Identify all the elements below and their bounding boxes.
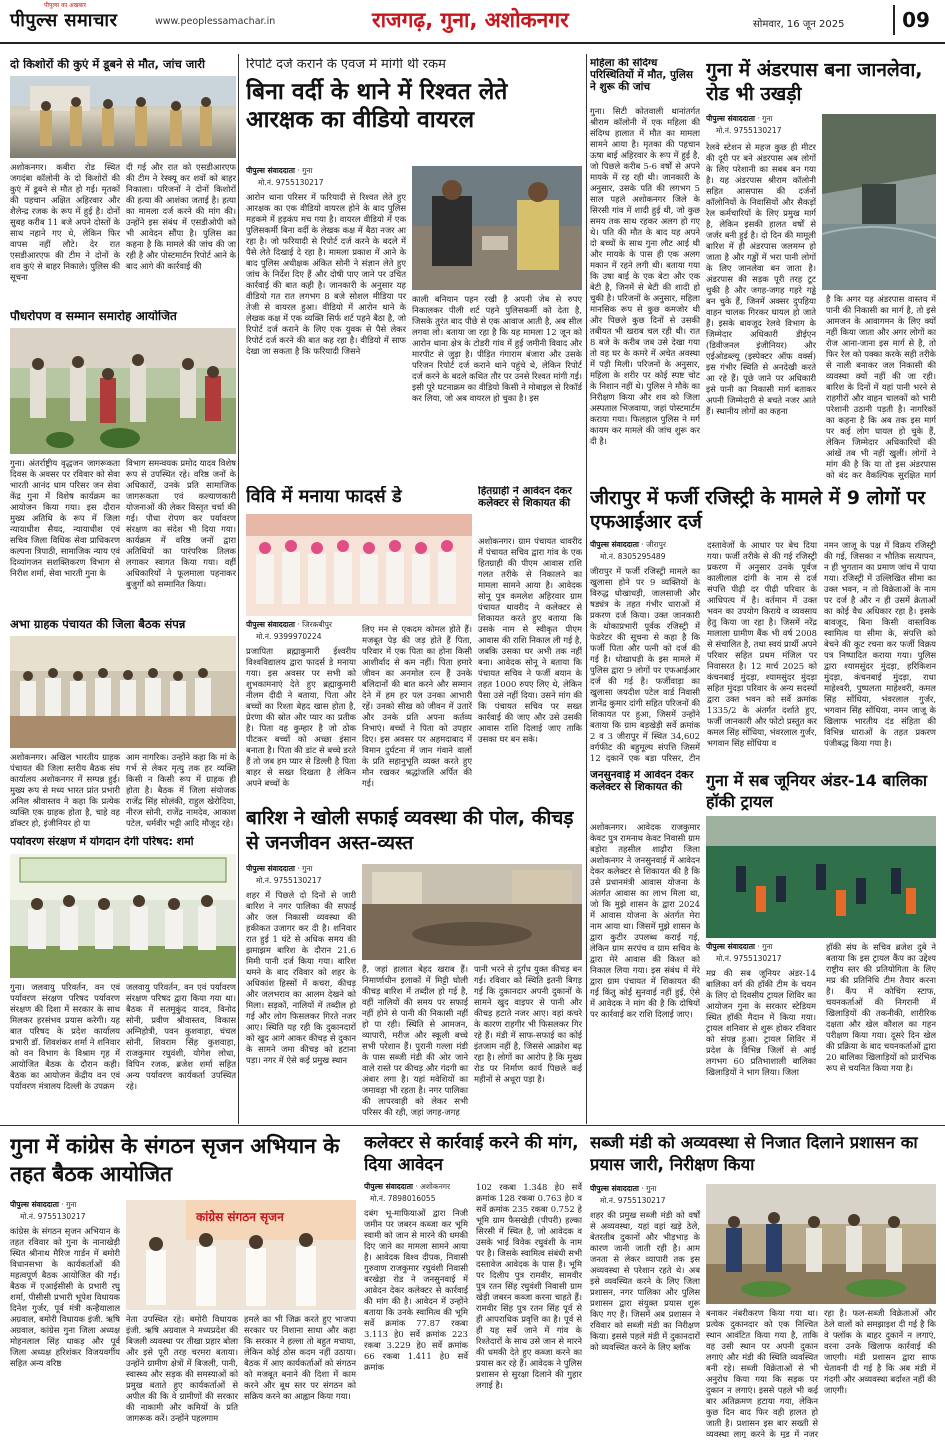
kicker: रिपोर्ट दर्ज कराने के एवज में मांगी थी रकम xyxy=(246,58,446,72)
headline: पर्यावरण संरक्षण में योगदान देगी परिषद: शर्मा xyxy=(10,836,194,848)
masthead-logo-tag: पीपुल्स का अखबार xyxy=(44,2,87,9)
article-fake-registry xyxy=(590,486,936,762)
article-column-1: मप्र की सब जूनियर अंडर-14 बालिका वर्ग की हॉकी टीम के चयन के लिए दो दिवसीय ट्रायल शिविर का आयोजन गुना के सरकार स्टेडियम स्थित हॉकी मैदान में किया गया। ट्रायल शनिवार से शुरू होकर रविवार को संपन्न हुआ। ट्रायल शिविर में प्रदेश के विभिन्न जिलों से आई लगभग 60 प्रतिभाशाली बालिका खिलाड़ियों ने भाग लिया। जिला xyxy=(706,968,816,1077)
masthead-logo[interactable]: पीपुल्स समाचार xyxy=(10,10,118,31)
article-column-3: हमले का भी जिक्र करते हुए भाजपा सरकार पर निशाना साधा और कहा कि सरकार ने हल्ला तो बहुत मचाया, लेकिन कोई ठोस कदम नहीं उठाया। बैठक में आए कार्यकर्ताओं को संगठन को मजबूत बनाने की दिशा में काम करने और बूथ स्तर पर संगठन को सक्रिय करने का आह्वान किया गया। xyxy=(244,1314,356,1401)
page-number: 09 xyxy=(893,5,937,35)
article-column-1: कांग्रेस के संगठन सृजन अभियान के तहत रविवार को गुना के नानाखेड़ी स्थित श्रीनाथ मैरिज गार्डन में बमोरी विधानसभा के कार्यकर्ताओं की महत्वपूर्ण बैठक आयोजित की गई। बैठक में एआईसीसी के प्रभारी रघु शर्मा, पीसीसी प्रभारी भूपेश विधायक दिनेश गुर्जर, पूर्व मंत्री कन्हैयालाल अग्रवाल, बमोरी विधायक इंजी. ऋषि अग्रवाल, कांग्रेस गुना जिला अध्यक्ष मोहनलाल सिंह धाकड़ और पूर्व जिला अध्यक्ष हरिशंकर विजयवर्गीय सहित अन्य वरिष्ठ xyxy=(10,1226,120,1368)
photo-hockey-field xyxy=(706,816,936,938)
headline: जीरापुर में फर्जी रजिस्ट्री के मामले में 9 लोगों पर एफआईआर दर्ज xyxy=(590,487,926,533)
article-column-3: पानी भरने से दुर्गंध युक्त कीचड़ बन गई। रविवार को स्थिति इतनी बिगड़ गई कि दुकानदार अपनी दुकानों के सामने खुद वाइपर से पानी और कीचड़ हटाते नजर आए। वहां कचरे के कारण राहगीर भी फिसलकर गिर रहे हैं। मंडी में साफ-सफाई का कोई इंतजाम नहीं है, जिससे आक्रोश बढ़ रहा है। लोगों का आरोप है कि मुख्य रोड पर निर्माण कार्य पिछले कई महीनों से अधूरा पड़ा है। xyxy=(474,964,582,1084)
byline: पीपुल्स संवाददाता · जिरकबीपुर xyxy=(246,620,332,629)
article-underpass xyxy=(706,58,936,480)
article-column-2: 102 रकबा 1.348 हे0 सर्वे क्रमांक 128 रकबा 0.763 हे0 व सर्वे क्रमांक 235 रकबा 0.752 हे भूमि ग्राम फैसखेड़ी (पीपरी) हल्का सिरसी में स्थित है, जो आवेदक व उसके भाई विवेक रघुवंशी के नाम पर है। जिसके स्वामित्व संबंधी सभी दस्तावेज आवेदक के पास हैं। भूमि पर दिलीप पुत्र रामवीर, सामवीर पुत्र रतन सिंह रघुवंशी निवासी ग्राम खेड़ी जबरन कब्जा करना चाहते हैं। रामवीर सिंह पुत्र रतन सिंह पूर्व से ही आपराधिक प्रवृत्ति का है। पूर्व से ही यह सर्वे जाने में गांव के रिश्तेदारों के साथ उसे जान से मारने की धमकी देते हुए कब्जा करने का प्रयास कर रहे हैं। आवेदक ने पुलिस प्रशासन से सुरक्षा दिलाने की गुहार लगाई है। xyxy=(476,1182,582,1390)
byline: पीपुल्स संवाददाता · गुना xyxy=(706,942,773,951)
headline: अभा ग्राहक पंचायत की जिला बैठक संपन्न xyxy=(10,618,186,631)
article-column-3: नमन जाजू के पक्ष में विक्रय रजिस्ट्री की गई, जिसका न भौतिक सत्यापन, न ही भुगतान का प्रमाण जांच में पाया गया। रजिस्ट्री में उल्लिखित सीमा का उक्त भवन, न तो विक्रेताओं के नाम पर दर्ज है और न ही उसमें क्रेताओं का कोई वैध अधिकार रहा है। इसके बावजूद, बिना किसी वास्तविक स्वामित्व या सीमा के, संपत्ति को बेचने की कूट रचना कर फर्जी विक्रय पत्र निष्पादित कराया गया। पुलिस द्वारा श्यामसुंदर मुंदड़ा, हरिकिशन मुंदड़ा, कंचनबाई मुंदड़ा, राधा माहेश्वरी, पुष्पलता माहेश्वरी, कमल सिंह सोंधिया, भंवरलाल गुर्जर, भगवान सिंह सोंधिया, नमन जाजू के खिलाफ भारतीय दंड संहिता की विभिन्न धाराओं के तहत प्रकरण पंजीबद्ध किया गया है। xyxy=(824,540,936,748)
byline: पीपुल्स संवाददाता · अशोकनगर xyxy=(364,1182,451,1191)
article-text: अशोकनगर। ग्राम पंचायत थावरीद में पंचायत सचिव द्वारा गांव के एक हितग्राही की पीएम आवास राशि गलत तरीके से निकालने का मामला सामने आया है। आवेदक सोनू पुत्र कमलेश अहिरवार ग्राम पंचायत थावरीद ने कलेक्टर से शिकायत करते हुए बताया कि उसके नाम से स्वीकृत पीएम आवास की राशि निकाल ली गई है, जबकि उसका घर अभी तक नहीं बना। आवेदक सोनू ने बताया कि पंचायत सचिव ने फर्जी बयान के तहत 1000 रुपए लिए थे, लेकिन पैसा उसे नहीं दिया। उसने मांग की कि पंचायत सचिव पर सख्त कार्रवाई की जाए और उसे उसकी आवास राशि दिलाई जाए ताकि उसका घर बन सके। xyxy=(478,536,582,744)
headline: बिना वर्दी के थाने में रिश्वत लेते आरक्षक का वीडियो वायरल xyxy=(246,79,508,133)
photo-vegetable-market-inspection xyxy=(706,1184,936,1304)
byline: पीपुल्स संवाददाता · गुना xyxy=(246,864,313,873)
article-column-2: जलवायु परिवर्तन, वन एवं पर्यावरण संरक्षण परिषद द्वारा किया गया था। बैठक में सतमुकुंद यादव, विनोद सोनी, प्रवीण श्रीवास्तव, विकास अग्निहोत्री, पवन कुशवाहा, चंचल सोनी, शिवराम सिंह कुशवाहा, राजकुमार रघुवंशी, योगेश लोधा, विपिन रजक, ब्रजेश शर्मा सहित अन्य पर्यावरण कार्यकर्ता उपस्थित रहे। xyxy=(126,982,236,1091)
article-column-1: अशोकनगर। कबीरा रोड स्थित जगदंबा कॉलोनी के दो किशोरों की कुएं में डूबने से मौत हो गई। मृतकों की पहचान अक्षित अहिरवार और शैलेन्द्र रजक के रूप में हुई है। दोनों सुबह करीब 11 बजे अपने दोस्तों के साथ नहाने गए थे, लेकिन फिर वापस नहीं लौटे। देर रात एसडीआरएफ की टीम ने दोनों के शव कुएं से बाहर निकाले। पुलिस की सूचना xyxy=(10,162,120,282)
article-column-1: शहर में पिछले दो दिनों से जारी बारिश ने नगर पालिका की सफाई और जल निकासी व्यवस्था की हकीकत उजागर कर दी है। शनिवार रात हुई 1 घंटे से अधिक समय की झमाझम बारिश के दौरान 21.6 मिमी पानी दर्ज किया गया। बारिश थमने के बाद रविवार को शहर के अधिकांश हिस्सों में कचरा, कीचड़ और जलभराव का आलम देखने को मिला। सड़कों, नालियों में तब्दील हो गई और लोग फिसलकर गिरते नजर आए। स्थिति यह रही कि दुकानदारों को खुद आगे आकर कीचड़ से दुकान के सामने जमा कीचड़ को हटाना पड़ा। नगर में ऐसे कई प्रमुख स्थान xyxy=(246,890,356,1065)
article-bribe-video xyxy=(246,58,582,480)
headline: गुना में सब जूनियर अंडर-14 बालिका हॉकी ट्रायल xyxy=(706,771,928,811)
byline: पीपुल्स संवाददाता · गुना xyxy=(706,114,773,123)
congress-banner-text: कांग्रेस संगठन सृजन xyxy=(196,1210,284,1224)
article-text: अशोकनगर। आवेदक राजकुमार केवट पुत्र रामनाथ केवट निवासी ग्राम बड़ोरा तहसील शाढ़ौरा जिला अशोकनगर ने जनसुनवाई में आवेदन देकर कलेक्टर से शिकायत की है कि उसे प्रधानमंत्री आवास योजना के अंतर्गत आवास का लाभ मिला था, जो कि मुझे शासन के द्वारा 2024 में आवास योजना के अंतर्गत मेरा नाम आया था। जिसमें मुझे शासन के द्वारा कुटीर उपलब्ध कराई गई, लेकिन ग्राम सरपंच व ग्राम सचिव के द्वारा मेरे आवास की किश्त को निकाल लिया गया। इस संबंध में मेरे द्वारा ग्राम पंचायत में शिकायत की गई किंतु कोई सुनवाई नहीं हुई, ऐसे में आवेदक ने मांग की है कि दोषियों पर कार्रवाई कर राशि दिलाई जाए। xyxy=(590,822,700,1019)
photo-plantation-event xyxy=(10,328,236,454)
headline: बारिश ने खोली सफाई व्यवस्था की पोल, कीचड़ से जनजीवन अस्त-व्यस्त xyxy=(246,807,574,854)
headline: गुना में अंडरपास बना जानलेवा, रोड भी उखड़ी xyxy=(706,59,923,105)
byline: पीपुल्स संवाददाता · गुना xyxy=(246,166,313,175)
byline: पीपुल्स संवाददाता · गुना xyxy=(10,1200,77,1209)
article-column-2: नेता उपस्थित रहे। बमोरी विधायक इंजी. ऋषि अग्रवाल ने मध्यप्रदेश की बिजली व्यवस्था पर तीखा प्रहार बोला और इसे पूरी तरह चरमरा बताया। उन्होंने ग्रामीण क्षेत्रों में बिजली, पानी, स्वास्थ्य और सड़क की समस्याओं को प्रमुख बताते हुए कार्यकर्ताओं से अपील की कि वे ग्रामीणों की सरकार की नाकामी और कमियों के प्रति जागरूक करें। उन्होंने पहलगाम xyxy=(126,1314,238,1423)
headline: गुना में कांग्रेस के संगठन सृजन अभियान के तहत बैठक आयोजित xyxy=(10,1134,340,1186)
article-column-2: है कि अगर यह अंडरपास वास्तव में पानी की निकासी का मार्ग है, तो इसे आमजन के आवागमन के लिए क्यों नहीं किया जाता और अगर लोगों का रोज आना-जाना इस मार्ग से है, तो फिर रेल को पक्का करके सही तरीके से नाली बनाकर जल निकासी की व्यवस्था क्यों नहीं की जा रही। बारिश के दिनों में यहां पानी भरने से राहगीरों और वाहन चालकों को भारी परेशानी उठानी पड़ती है। नागरिकों का कहना है कि अब तक इस मार्ग पर कई लोग घायल हो चुके हैं, लेकिन जिम्मेदार अधिकारियों की आंखें तब भी नहीं खुलीं। लोगों ने मांग की है कि या तो इस अंडरपास को बंद कर वैकल्पिक सुरक्षित मार्ग xyxy=(826,294,936,480)
article-column-1: प्रजापिता ब्रह्माकुमारी ईश्वरीय विश्वविद्यालय द्वारा फादर्स डे मनाया गया। इस अवसर पर सभी को शुभकामनाएं देते हुए ब्रह्माकुमारी नीलम दीदी ने बताया, पिता और बच्चों का रिश्ता बेहद खास होता है, प्रेरणा की स्रोत और प्यार का प्रतीक है। पिता वह कुम्हार है जो ठोक पीटकर बच्चों को अच्छा इंसान बनाता है। पिता की डांट से बच्चे डरते हैं तो जब हम प्यार से डिल्ली है पिता बाहर से सख्त दिखता है लेकिन अपने बच्चों के xyxy=(246,646,356,788)
article-column-2: दी गई और रात को एसडीआरएफ की टीम ने रेस्क्यू कर शवों को बाहर निकाला। परिजनों ने दोनों किशोरों की हत्या की आशंका जताई है। हत्या का मामला दर्ज करने की मांग की। उन्होंने इस संबंध में एसडीओपी को भी आवेदन सौंपा है। पुलिस का कहना है कि मामले की जांच की जा रही है और पोस्टमार्टम रिपोर्ट आने के बाद आगे की कार्रवाई की xyxy=(126,162,236,271)
masthead xyxy=(0,0,945,44)
reporter-mobile: मो.नं. 9755130217 xyxy=(256,876,322,885)
photo-congress-stage xyxy=(126,1200,356,1310)
article-column-2: काली बनियान पहन रखी है अपनी जेब से रुपए निकालकर पीली शर्ट पहने पुलिसकर्मी को देता है, जिसके तुरंत बाद पीछे से एक आवाज आती है, अब सील लगवा लो। बताया जा रहा है कि यह मामला 12 जून को आरोन थाना क्षेत्र के टोडरी गांव में हुई जमीनी विवाद और मारपीट से जुड़ा है। पीड़ित गंगाराम बंजारा और उसके परिजन रिपोर्ट दर्ज कराने थाने पहुंचे थे, लेकिन रिपोर्ट दर्ज करने के बदले कथित तौर पर उनसे रिश्वत मांगी गई। इसी पूरे घटनाक्रम का वीडियो किसी ने मोबाइल से रिकॉर्ड कर लिया, जो अब वायरल हो चुका है। इस xyxy=(412,294,582,403)
headline: हितग्राही ने आवेदन देकर कलेक्टर से शिकायत की xyxy=(478,486,572,509)
article-drowning xyxy=(10,58,236,306)
article-beneficiary-complaint xyxy=(478,486,582,796)
reporter-mobile: मो.नं. 9755130217 xyxy=(716,954,782,963)
article-vegetable-market xyxy=(590,1132,936,1438)
article-column-2: बनाकर नंबरीकरण किया गया था। प्रत्येक दुकानदार को एक निश्चित स्थान आवंटित किया गया है, ताकि वह उसी स्थान पर अपनी दुकान लगाएं और मंडी की स्थिति व्यवस्थित बनी रहे। सब्जी विक्रेताओं से भी अनुरोध किया गया कि सड़क पर दुकान न लगाएं। इससे पहले भी कई बार अतिक्रमण हटाया गया, लेकिन कुछ दिन बाद फिर वही हालत हो जाती है। प्रशासन इस बार सख्ती से व्यवस्था लागू करने के मूड में नजर xyxy=(706,1308,818,1438)
reporter-mobile: मो.नं. 9755130217 xyxy=(600,1196,666,1205)
article-column-1: गुना। जलवायु परिवर्तन, वन एवं पर्यावरण संरक्षण परिषद पर्यावरण संरक्षण की दिशा में सरकार के साथ मिलकर हरसंभव प्रयास करेगी। यह बात परिषद के प्रदेश कार्यालय प्रभारी डॉ. शिवशंकर शर्मा ने शनिवार को वन विभाग के विश्राम गृह में आयोजित बैठक के दौरान कही। बैठक का आयोजन केंद्रीय वन एवं पर्यावरण मंत्रालय दिल्ली के उपक्रम xyxy=(10,982,120,1091)
headline: कलेक्टर से कार्रवाई करने की मांग, दिया आवेदन xyxy=(364,1133,579,1175)
article-column-2: हैं, जहां हालात बेहद खराब हैं। निमार्णाधीन इलाकों में मिट्टी घोली कीचड़ बारिश में तब्दील हो गई है, वहीं नालियों की समय पर सफाई नहीं होने से पानी की निकासी नहीं हो पा रही। स्थिति से आमजन, व्यापारी, मरीज और स्कूली बच्चे सभी परेशान हैं। पुरानी गल्ला मंडी के पास सब्जी मंडी की ओर जाने वाले रास्ते पर कीचड़ और गंदगी का अंबार लगा है। यहां मवेशियों का जमावड़ा भी रहता है। नगर पालिका की लापरवाही को लेकर सभी परिसर की रही, जहां जगह-जगह xyxy=(362,964,468,1117)
byline: पीपुल्स संवाददाता · जीरापुर xyxy=(590,540,666,549)
article-column-1: जीरापुर में फर्जी रजिस्ट्री मामले का खुलासा होने पर 9 व्यक्तियों के विरुद्ध धोखाधड़ी, जालसाजी और षड्यंत्र के तहत गंभीर धाराओं में प्रकरण दर्ज किया। उक्त जानकारी के थोकाप्रभारी पूर्वक रजिस्ट्री में फेडरेटर की सूचना से कहा है कि फर्जी पिता और पत्नी को दर्ज की गई है। धोखाधड़ी के इस मामले में पुलिस द्वारा 9 लोगों पर एफआईआर दर्ज की गई है। फर्जीवाड़ा का खुलासा जयदीश पटेल वार्ड निवासी ज्ञानेंद्र कुमार दांगी सहित परिजनों की शिकायत पर हुआ, जिसमें उन्होंने बताया कि ग्राम बड़खेड़ी सर्वे क्रमांक 2 व 3 जीरापुर में स्थित 34,602 वर्गफीट की बहुमूल्य संपत्ति जिसमें 12 दुकानें एक बड़ा परिसर, टीन xyxy=(590,566,700,762)
article-woman-suspicious-death xyxy=(590,58,700,480)
headline: सब्जी मंडी को अव्यवस्था से निजात दिलाने प्रशासन का प्रयास जारी, निरीक्षण किया xyxy=(590,1133,918,1174)
headline: जनसुनवाई में आवेदन देकर कलेक्टर से शिकायत की xyxy=(590,770,694,793)
article-column-1: गुना। अंतर्राष्ट्रीय वृद्धजन जागरूकता दिवस के अवसर पर रविवार को सेवा भारती आनंद धाम परिसर जन सेवा केंद्र गुना में विशेष कार्यक्रम का आयोजन किया गया। इस दौरान मुख्य अतिथि के रूप में जिला न्यायाधीश सैयद, न्यायाधीश एवं सचिव जिला विधिक सेवा प्राधिकरण कल्पना त्रिपाठी, सामाजिक न्याय एवं दिव्यांगजन सशक्तिकरण विभाग से निरीश शर्मा, सेवा भारती गुना के xyxy=(10,458,120,578)
article-column-1: दबंग भू-माफियाओं द्वारा निजी जमीन पर जबरन कब्जा कर भूमि स्वामी को जान से मारने की धमकी दिए जाने का मामला सामने आया है। आवेदक विश्व दीपक, निवासी गुरुवाण राजकुमार रघुवंशी निवासी बरखेड़ा रोड ने जनसुनवाई में आवेदन देकर कलेक्टर से कार्रवाई की मांग की है। आवेदन में उन्होंने बताया कि उनके स्वामित्व की भूमि सर्वे क्रमांक 77.87 रकबा 3.113 हे0 सर्वे क्रमांक 223 रकबा 3.229 हे0 सर्वे क्रमांक 66 रकबा 1.411 हे0 सर्वे क्रमांक xyxy=(364,1208,468,1372)
article-column-2: लिए मन से एकदम कोमल होते हैं। मजबूत पेड़ की जड़ होते हैं पिता, परिवार में एक पिता का होना किसी आशीर्वाद से कम नहीं। पिता हमारे जीवन का अनमोल रत्न हैं उनके बलिदानों की बात करने और सम्मान देने में हम हर पल उनका आभारी रहें। उनको सीख को जीवन में उतारें और उनके प्रति अपना कर्तव्य निभाएं। बच्चों ने पिता को उपहार दिए। इस अवसर पर अहमदाबाद में विमान दुर्घटना में जान गंवाने वालों के प्रति सहानुभूति व्यक्त करते हुए मौन रखकर श्रद्धांजलि अर्पित की गई। xyxy=(362,624,472,788)
photo-meeting xyxy=(10,636,236,748)
article-column-3: रहा है। फल-सब्जी विक्रेताओं और ठेले वालों को समझाइश दी गई है कि वे फ्लॉक के बाहर दुकानें न लगाएं, वरना उनके खिलाफ कार्रवाई की जाएगी। मंडी प्रशासन द्वारा साफ चेतावनी दी गई है कि अब मंडी में गंदगी और अव्यवस्था बर्दाश्त नहीं की जाएगी। xyxy=(824,1308,936,1395)
article-congress-meeting xyxy=(10,1132,356,1438)
article-column-2: आम नागरिक। उन्होंने कहा कि मां के गर्भ से लेकर मृत्यु तक हर व्यक्ति किसी न किसी रूप में ग्राहक ही होता है। बैठक में जिला संयोजक राजेंद्र सिंह सोलंकी, राहुल खेरोदिया, नीरज सोनी, राजेंद्र नामदेव, आकाश पटेल, धर्मवीर भट्टी आदि मौजूद रहे। xyxy=(126,752,236,828)
article-column-2: दस्तावेजों के आधार पर बेच दिया गया। फर्जी तरीके से की गई रजिस्ट्री प्रकरण में अनुसार उनके पूर्वज कालीलाल दांगी के नाम से दर्ज संपत्ति पीढ़ी दर पीढ़ी परिवार के आधिपत्य में है। वर्तमान में उक्त भवन का उपयोग किराये व व्यवसाय हेतु किया जा रहा है। जिसमें नरेंद्र मालाला ग्रामीण बैंक भी वर्ष 2008 से संचालित है, तथा स्वयं प्रार्थी अपने परिवार सहित प्रथम मंजिल पर निवासरत है। 12 मार्च 2025 को कंचनबाई मुंदड़ा, श्यामसुंदर मुंदड़ा सहित मुंदड़ा परिवार के अन्य सदस्यों द्वारा उक्त भवन को सर्वे क्रमांक 1335/2 के अंतर्गत दर्शाते हुए, फर्जी जानकारी और फोटो प्रस्तुत कर कमल सिंह सोंधिया, भंवरलाल गुर्जर, भगवान सिंह सोंधिया व xyxy=(707,540,817,748)
photo-police-at-well xyxy=(10,76,236,158)
reporter-mobile: मो.नं. 8305295489 xyxy=(600,552,666,561)
headline: दो किशोरों की कुएं में डूबने से मौत, जांच जारी xyxy=(10,58,205,71)
headline: पौधरोपण व सम्मान समारोह आयोजित xyxy=(10,310,177,323)
photo-council-meeting xyxy=(10,854,236,978)
article-consumer-panchayat xyxy=(10,618,236,828)
masthead-url[interactable]: www.peoplessamachar.in xyxy=(155,16,276,27)
headline: विवि में मनाया फादर्स डे xyxy=(246,486,402,507)
article-column-1: अशोकनगर। अखिल भारतीय ग्राहक पंचायत की जिला स्तरीय बैठक संघ कार्यालय अशोकनगर में सम्पन्न हुई। मुख्य रूप से मध्य भारत प्रांत प्रभारी अनिल श्रीवास्तव ने कहा कि प्रत्येक व्यक्ति एक ग्राहक होता है, चाहे वह डॉक्टर हो, इंजीनियर हो या xyxy=(10,752,120,828)
photo-fathers-day-event xyxy=(246,514,472,616)
reporter-mobile: मो.नं. 7898016055 xyxy=(370,1194,436,1203)
article-plantation xyxy=(10,310,236,610)
article-text: गुना। सिटी कोतवाली थानांतर्गत श्रीराम कॉलोनी में एक महिला की संदिग्ध हालात में मौत का मामला सामने आया है। मृतका की पहचान ऊषा बाई अहिरवार के रूप में हुई है, जो पिछले करीब 5-6 वर्षों से अपने मायके में रह रही थी। जानकारी के अनुसार, उसके पति की लगभग 5 साल पहले अशोकनगर जिले के सिरसी गांव में शादी हुई थी, जो कुछ समय तक साथ रहकर अलग हो गए थे। पति की मौत के बाद यह अपने दो बच्चों के साथ गुना लौट आई थी और मायके के पास ही एक अलग मकान में रहने लगी थी। बताया गया कि उषा बाई के एक बेटा और एक बेटी है, जिनमें से बेटी की शादी हो चुकी है। परिजनों के अनुसार, महिला मानसिक रूप से कुछ कमजोर थी और पिछले कुछ दिनों से उसकी तबीयत भी खराब चल रही थी। रात 8 बजे के करीब जब उसे देखा गया तो वह घर के कमरे में अचेत अवस्था में पड़ी मिली। परिजनों के अनुसार, महिला के शरीर पर कोई स्पष्ट चोट के निशान नहीं थे। पुलिस ने मौके का निरीक्षण किया और शव को जिला अस्पताल भिजवाया, जहां पोस्टमार्टम कराया गया। फिलहाल पुलिस ने मर्ग कायम कर मामले की जांच शुरू कर दी है। xyxy=(590,106,700,446)
masthead-date: सोमवार, 16 जून 2025 xyxy=(753,19,845,30)
article-fathers-day xyxy=(246,486,472,796)
photo-muddy-street xyxy=(362,864,582,960)
article-column-1: शहर की प्रमुख सब्जी मंडी को वर्षों से अव्यवस्था, यहां वहां खड़े ठेले, बेतरतीब दुकानों और भीड़भाड़ के कारण जानी जाती रही है। आम जनता से लेकर व्यापारी तक इस अव्यवस्था से परेशान रहते थे। अब इसे व्यवस्थित करने के लिए जिला प्रशासन, नगर पालिका और पुलिस प्रशासन द्वारा संयुक्त प्रयास शुरू किए गए हैं। जिसमें अब प्रशासन ने रविवार को सब्जी मंडी का निरीक्षण किया। इससे पहले मंडी में दुकानदारों को व्यवस्थित करने के लिए ब्लॉक xyxy=(590,1210,700,1352)
headline: महिला की संदिग्ध परिस्थितियों में मौत, पुलिस ने शुरू की जांच xyxy=(590,58,693,93)
article-column-1: रेलवे स्टेशन से महज कुछ ही मीटर की दूरी पर बने अंडरपास अब लोगों के लिए परेशानी का सबब बन गया है। यह अंडरपास श्रीराम कॉलोनी सहित आसपास की दर्जनों कॉलोनियों के निवासियों और सैकड़ों रेल कर्मचारियों के लिए प्रमुख मार्ग है, लेकिन इसकी हालत वर्षों से जर्जर बनी हुई है। दो दिन की मामूली बारिश में ही अंडरपास जलमग्न हो जाता है और गड्ढों में भरा पानी लोगों के लिए जानलेवा बन जाता है। अंडरपास की सड़क पूरी तरह टूट चुकी है और जगह-जगह गहरे गड्ढे बन चुके हैं, जिनमें अक्सर दुपहिया वाहन चालक गिरकर घायल हो जाते हैं। इसके बावजूद रेलवे विभाग के जिम्मेदार अधिकारी डीईएन (डिवीजनल इंजीनियर) और एईओडब्ल्यू (इस्पेक्टर ऑफ वर्क्स) इस गंभीर स्थिति से अनदेखी करते आ रहे हैं। पूछे जाने पर अधिकारी इसे पानी का निकासी मार्ग बताकर अपनी जिम्मेदारी से बचते नजर आते हैं। स्थानीय लोगों का कहना xyxy=(706,142,816,416)
reporter-mobile: मो.नं. 9755130217 xyxy=(20,1212,86,1221)
article-column-2: हॉकी संघ के सचिव ब्रजेश दुबे ने बताया कि इस ट्रायल कैंप का उद्देश्य राष्ट्रीय स्तर की प्रतियोगिता के लिए मप्र की प्रतिनिधि टीम तैयार करना है। कैंप में कोचिंग स्टाफ, चयनकर्ताओं की निगरानी में खिलाड़ियों की तकनीकी, शारीरिक दक्षता और खेल कौशल का गहन परीक्षण किया गया। दूसरे दिन खेल की प्रक्रिया के बाद चयनकर्ताओं द्वारा 20 बालिका खिलाड़ियों को प्रारंभिक रूप से चयनित किया गया है। xyxy=(826,942,936,1073)
article-hockey-trial xyxy=(706,770,936,1124)
reporter-mobile: मो.नं. 9399970224 xyxy=(256,632,322,641)
article-collector-demand xyxy=(364,1132,582,1438)
reporter-mobile: मो.नं. 9755130217 xyxy=(716,126,782,135)
byline: पीपुल्स संवाददाता · गुना xyxy=(590,1184,657,1193)
article-public-hearing xyxy=(590,770,700,1124)
article-column-1: आरोन थाना परिसर में फरियादी से रिश्वत लेते हुए आरक्षक का एक वीडियो वायरल होने के बाद पुलिस महकमे में हड़कंप मच गया है। वायरल वीडियो में एक पुलिसकर्मी बिना वर्दी के लेखक कक्ष में बैठा नजर आ रहा है। जो फरियादी से रिपोर्ट दर्ज करने के बदले में पैसे लेते दिखाई दे रहा है। मामला प्रकाश में आने के बाद पुलिस अधीक्षक अंकित सोनी ने संज्ञान लेते हुए जांच के निर्देश दिए हैं और दोषी पाए जाने पर उचित कार्रवाई की बात कही है। जानकारी के अनुसार यह वीडियो गत रात लगभग 8 बजे सोशल मीडिया पर तेजी से वायरल हुआ। वीडियो में आरोन थाने के लेखक कक्ष में एक व्यक्ति सिर्फ शर्ट पहने बैठा है, जो रिपोर्ट दर्ज कराने के लिए एक युवक से पैसे लेकर रिपोर्ट दर्ज करने की बात कह रहा है। वीडियो में साफ देखा जा सकता है कि फरियादी जिसने xyxy=(246,192,406,356)
article-environment-council xyxy=(10,836,236,1124)
article-column-2: विभाग समन्वयक प्रमोद यादव विशेष रूप से उपस्थित रहे। वरिष्ठ जनों के अधिकारों, उनके प्रति सामाजिक जागरूकता एवं कल्याणकारी योजनाओं की लेकर विस्तृत चर्चा की गई। पौधा रोपण कर पर्यावरण संरक्षण का संदेश भी दिया गया। कार्यक्रम में वरिष्ठ जनों द्वारा अतिथियों का पारंपरिक तिलक लगाकर स्वागत किया गया। वहीं अधिकारियों ने फूलमाला पहनाकर बुजुर्गों को सम्मानित किया। xyxy=(126,458,236,589)
article-rain-cleanliness xyxy=(246,806,582,1124)
masthead-section-title: राजगढ़, गुना, अशोकनगर xyxy=(372,8,569,32)
reporter-mobile: मो.नं. 9755130217 xyxy=(258,178,324,187)
photo-bribe-video xyxy=(412,166,582,290)
photo-flooded-underpass xyxy=(822,114,936,290)
